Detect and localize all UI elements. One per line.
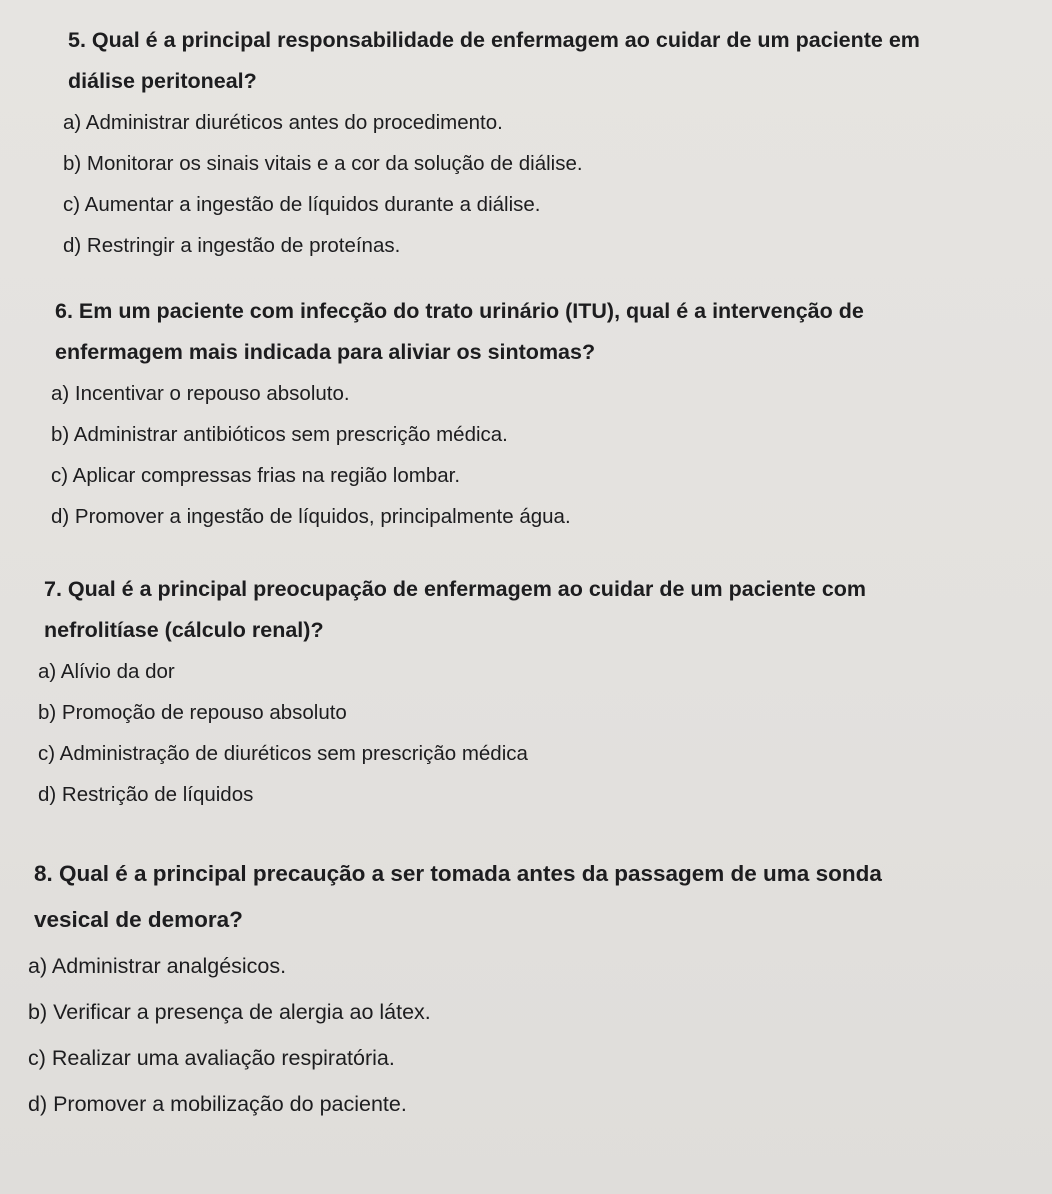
option-c: c) Aumentar a ingestão de líquidos durante a diálise. xyxy=(63,193,541,216)
question-title xyxy=(34,851,1027,943)
question-5 xyxy=(0,20,1052,266)
question-7 xyxy=(0,569,1052,815)
question-title-line: 6. Em um paciente com infecção do trato urinário (ITU), qual é a intervenção de xyxy=(55,299,864,323)
option-c: c) Aplicar compressas frias na região lombar. xyxy=(51,464,461,487)
question-title-line: nefrolitíase (cálculo renal)? xyxy=(44,618,324,642)
question-title-line: 5. Qual é a principal responsabilidade de enfermagem ao cuidar de um paciente em xyxy=(68,28,920,52)
option-d: d) Restrição de líquidos xyxy=(38,783,254,806)
question-title-line: vesical de demora? xyxy=(34,907,243,932)
option-a: a) Alívio da dor xyxy=(38,660,175,683)
question-title-line: diálise peritoneal? xyxy=(68,69,257,93)
question-6 xyxy=(0,291,1052,537)
question-title xyxy=(44,569,1014,651)
option-d: d) Promover a mobilização do paciente. xyxy=(28,1092,407,1116)
question-title xyxy=(68,20,988,102)
question-title-line: 8. Qual é a principal precaução a ser tomada antes da passagem de uma sonda xyxy=(34,861,882,886)
option-c: c) Administração de diuréticos sem prescrição médica xyxy=(38,742,528,765)
option-b: b) Monitorar os sinais vitais e a cor da solução de diálise. xyxy=(63,152,583,175)
option-c: c) Realizar uma avaliação respiratória. xyxy=(28,1046,395,1070)
option-b: b) Verificar a presença de alergia ao látex. xyxy=(28,1000,431,1024)
option-b: b) Administrar antibióticos sem prescrição médica. xyxy=(51,423,508,446)
question-title-line: 7. Qual é a principal preocupação de enfermagem ao cuidar de um paciente com xyxy=(44,577,867,601)
option-b: b) Promoção de repouso absoluto xyxy=(38,701,347,724)
option-d: d) Promover a ingestão de líquidos, principalmente água. xyxy=(51,505,571,528)
option-a: a) Incentivar o repouso absoluto. xyxy=(51,382,350,405)
question-8 xyxy=(0,851,1052,1127)
option-d: d) Restringir a ingestão de proteínas. xyxy=(63,234,401,257)
question-title-line: enfermagem mais indicada para aliviar os sintomas? xyxy=(55,340,596,364)
option-a: a) Administrar analgésicos. xyxy=(28,954,287,978)
question-title xyxy=(55,291,1000,373)
option-a: a) Administrar diuréticos antes do procedimento. xyxy=(63,111,503,134)
